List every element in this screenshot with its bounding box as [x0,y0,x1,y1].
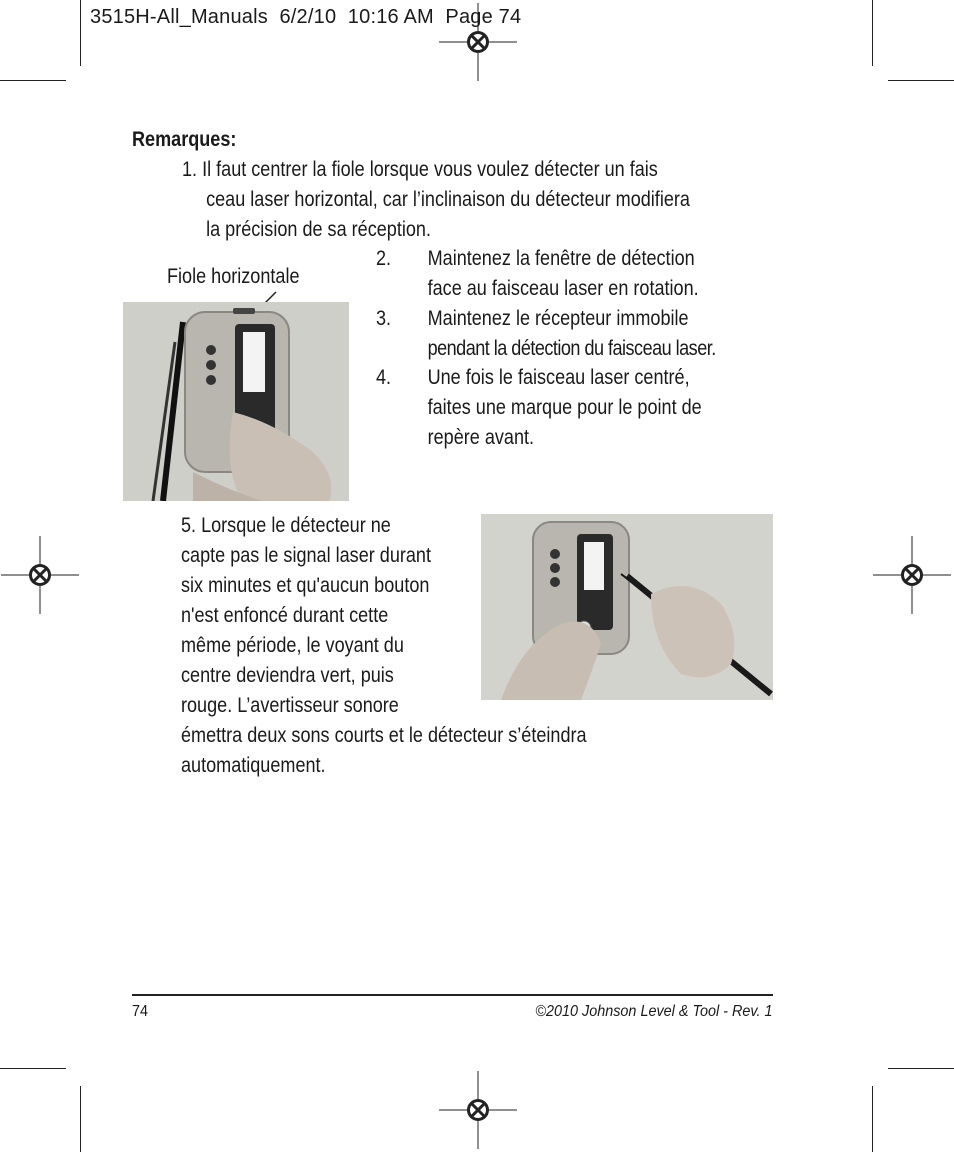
note-item-4-line: repère avant. [427,426,535,449]
crop-mark-bl-v [80,1086,81,1152]
note-item-5-line: 5. Lorsque le détecteur ne [181,514,391,537]
slug-page: Page 74 [445,6,522,28]
crop-mark-tl-v [80,0,81,66]
crop-mark-tl-h [0,80,66,81]
crop-mark-bl-h [0,1068,66,1069]
crop-mark-tr-v [872,0,873,66]
note-number: 3. [376,307,392,330]
note-item-4 [376,363,702,453]
note-item-4-line: faites une marque pour le point de [427,396,702,419]
note-item-2-line: Maintenez la fenêtre de détection [427,247,695,270]
note-item-1-line: la précision de sa réception. [206,218,431,241]
crop-mark-br-v [872,1086,873,1152]
figure-label-horizontal-vial: Fiole horizontale [167,265,300,288]
footer-page-number: 74 [132,1003,149,1020]
notes-heading: Remarques: [132,128,237,151]
note-item-2-line: face au faisceau laser en rotation. [427,277,699,300]
note-item-5-line: centre deviendra vert, puis [181,664,394,687]
footer-copyright: ©2010 Johnson Level & Tool - Rev. 1 [535,1003,773,1020]
slug-time: 10:16 AM [347,6,434,28]
note-item-3-line: Maintenez le récepteur immobile [427,307,689,330]
note-item-3-line: pendant la détection du faisceau laser. [427,337,716,360]
slug-date: 6/2/10 [279,6,337,28]
registration-mark-icon [873,536,951,614]
note-number: 2. [376,247,392,270]
laser-detector-photo [123,302,349,501]
note-item-1-line: ceau laser horizontal, car l’inclinaison du détecteur modifiera [206,188,690,211]
note-item-5-line: capte pas le signal laser durant [181,544,431,567]
footer-rule [132,994,773,996]
note-item-1-line: 1. Il faut centrer la fiole lorsque vous voulez détecter un fais [182,158,658,181]
note-item-5-line: rouge. L’avertisseur sonore [181,694,399,717]
crop-mark-tr-h [888,80,954,81]
note-item-5-line: automatiquement. [181,754,326,777]
note-item-2 [376,244,699,304]
note-item-5-line: même période, le voyant du [181,634,404,657]
note-item-5-line: six minutes et qu'aucun bouton [181,574,430,597]
registration-mark-icon [439,3,517,81]
note-number: 4. [376,366,392,389]
note-item-1 [182,155,690,245]
registration-mark-icon [1,536,79,614]
note-item-4-line: Une fois le faisceau laser centré, [427,366,690,389]
marking-detector-photo [481,514,773,700]
slug-filename: 3515H-All_Manuals [90,6,268,28]
note-item-3 [376,304,716,364]
note-item-5-line: émettra deux sons courts et le détecteur s’éteindra [181,724,587,747]
registration-mark-icon [439,1071,517,1149]
crop-mark-br-h [888,1068,954,1069]
note-item-5-line: n'est enfoncé durant cette [181,604,389,627]
